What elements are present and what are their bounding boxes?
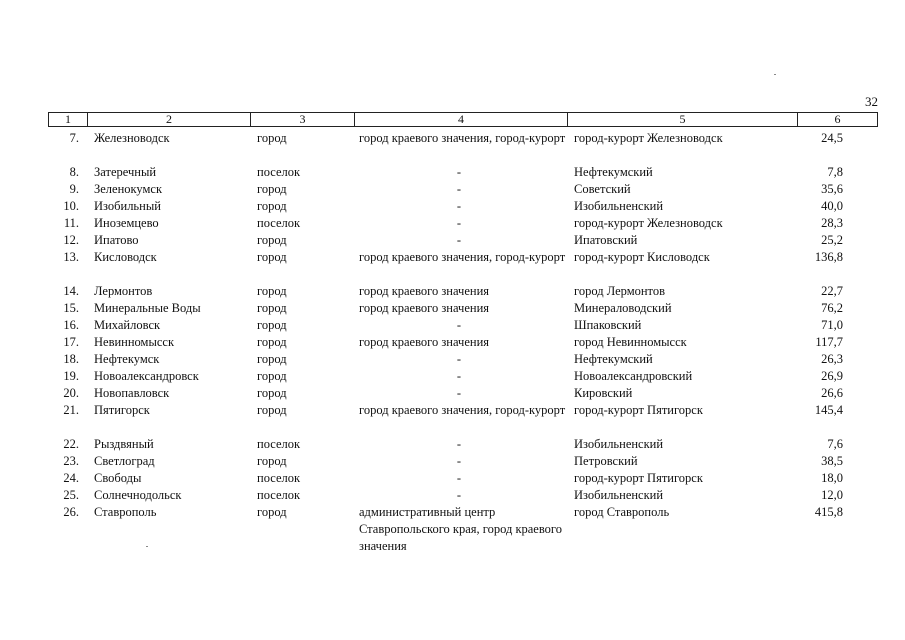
municipal-district: Изобильненский bbox=[574, 437, 664, 451]
settlement-type: город bbox=[257, 233, 287, 247]
table-row bbox=[48, 385, 878, 402]
population-value: 24,5 bbox=[821, 131, 843, 145]
row-number: 19. bbox=[63, 369, 79, 383]
settlement-name: Железноводск bbox=[94, 131, 170, 145]
settlement-name: Михайловск bbox=[94, 318, 161, 332]
municipal-district: город-курорт Пятигорск bbox=[574, 471, 703, 485]
header-col-5: 5 bbox=[568, 113, 798, 126]
settlement-status: город краевого значения bbox=[359, 301, 490, 315]
settlement-name: Лермонтов bbox=[94, 284, 153, 298]
municipal-district: город-курорт Железноводск bbox=[574, 216, 723, 230]
settlement-type: город bbox=[257, 318, 287, 332]
row-number: 20. bbox=[63, 386, 79, 400]
row-number: 21. bbox=[63, 403, 79, 417]
row-number: 14. bbox=[63, 284, 79, 298]
table-header bbox=[48, 112, 878, 127]
population-value: 18,0 bbox=[821, 471, 843, 485]
municipal-district: город Лермонтов bbox=[574, 284, 665, 298]
settlement-status: - bbox=[456, 216, 462, 230]
population-value: 76,2 bbox=[821, 301, 843, 315]
settlement-status: - bbox=[456, 471, 462, 485]
settlement-name: Ипатово bbox=[94, 233, 139, 247]
population-value: 22,7 bbox=[821, 284, 843, 298]
settlement-type: город bbox=[257, 335, 287, 349]
settlement-status: - bbox=[456, 318, 462, 332]
row-number: 17. bbox=[63, 335, 79, 349]
settlement-name: Новоалександровск bbox=[94, 369, 199, 383]
table-body bbox=[48, 130, 878, 555]
settlement-type: город bbox=[257, 301, 287, 315]
scan-speck bbox=[146, 546, 148, 547]
population-value: 7,6 bbox=[827, 437, 843, 451]
settlement-name: Рыздвяный bbox=[94, 437, 154, 451]
population-value: 12,0 bbox=[821, 488, 843, 502]
settlement-type: город bbox=[257, 403, 287, 417]
population-value: 38,5 bbox=[821, 454, 843, 468]
settlement-name: Солнечнодольск bbox=[94, 488, 182, 502]
settlement-status: город краевого значения bbox=[359, 284, 490, 298]
settlement-type: город bbox=[257, 352, 287, 366]
population-value: 415,8 bbox=[814, 505, 843, 519]
settlement-type: город bbox=[257, 199, 287, 213]
settlement-type: город bbox=[257, 386, 287, 400]
row-number: 8. bbox=[69, 165, 79, 179]
row-number: 9. bbox=[69, 182, 79, 196]
header-col-3: 3 bbox=[251, 113, 355, 126]
municipal-district: Нефтекумский bbox=[574, 352, 653, 366]
table-row bbox=[48, 453, 878, 470]
settlement-status: - bbox=[456, 352, 462, 366]
population-value: 26,3 bbox=[821, 352, 843, 366]
municipal-district: Новоалександровский bbox=[574, 369, 693, 383]
municipal-district: город-курорт Пятигорск bbox=[574, 403, 703, 417]
settlement-name: Изобильный bbox=[94, 199, 161, 213]
table-row bbox=[48, 334, 878, 351]
header-col-4: 4 bbox=[355, 113, 568, 126]
settlement-name: Кисловодск bbox=[94, 250, 157, 264]
row-number: 25. bbox=[63, 488, 79, 502]
settlement-name: Светлоград bbox=[94, 454, 155, 468]
row-number: 12. bbox=[63, 233, 79, 247]
table-row bbox=[48, 504, 878, 555]
settlement-status: административный центр Ставропольского края, город краевого значения bbox=[359, 505, 562, 553]
settlement-type: город bbox=[257, 182, 287, 196]
settlement-name: Зеленокумск bbox=[94, 182, 163, 196]
table-row bbox=[48, 181, 878, 198]
municipal-district: Ипатовский bbox=[574, 233, 638, 247]
row-number: 11. bbox=[63, 216, 79, 230]
population-value: 7,8 bbox=[827, 165, 843, 179]
municipal-district: Шпаковский bbox=[574, 318, 642, 332]
table-row bbox=[48, 436, 878, 453]
municipal-district: Петровский bbox=[574, 454, 638, 468]
table-row bbox=[48, 300, 878, 317]
population-value: 40,0 bbox=[821, 199, 843, 213]
row-number: 15. bbox=[63, 301, 79, 315]
settlement-name: Иноземцево bbox=[94, 216, 159, 230]
header-col-6: 6 bbox=[834, 112, 841, 126]
table-row bbox=[48, 283, 878, 300]
header-col-2: 2 bbox=[88, 113, 251, 126]
settlement-type: поселок bbox=[257, 471, 301, 485]
table-row bbox=[48, 487, 878, 504]
settlement-name: Пятигорск bbox=[94, 403, 150, 417]
settlement-name: Невинномысск bbox=[94, 335, 175, 349]
settlement-status: - bbox=[456, 369, 462, 383]
municipal-district: город-курорт Кисловодск bbox=[574, 250, 710, 264]
population-value: 71,0 bbox=[821, 318, 843, 332]
row-number: 10. bbox=[63, 199, 79, 213]
scan-speck bbox=[774, 74, 776, 75]
table-row bbox=[48, 215, 878, 232]
row-number: 18. bbox=[63, 352, 79, 366]
municipal-district: город Ставрополь bbox=[574, 505, 670, 519]
settlement-type: город bbox=[257, 284, 287, 298]
municipal-district: Минераловодский bbox=[574, 301, 672, 315]
settlement-type: город bbox=[257, 454, 287, 468]
row-number: 23. bbox=[63, 454, 79, 468]
table-row bbox=[48, 317, 878, 334]
settlement-name: Новопавловск bbox=[94, 386, 170, 400]
settlement-name: Ставрополь bbox=[94, 505, 157, 519]
settlement-status: - bbox=[456, 182, 462, 196]
population-value: 28,3 bbox=[821, 216, 843, 230]
settlement-type: поселок bbox=[257, 216, 301, 230]
settlement-type: город bbox=[257, 505, 287, 519]
settlement-status: - bbox=[456, 386, 462, 400]
settlement-type: поселок bbox=[257, 488, 301, 502]
settlement-status: - bbox=[456, 233, 462, 247]
municipal-district: город-курорт Железноводск bbox=[574, 131, 723, 145]
table-row bbox=[48, 351, 878, 368]
settlement-name: Минеральные Воды bbox=[94, 301, 201, 315]
municipal-district: Нефтекумский bbox=[574, 165, 653, 179]
municipal-district: Советский bbox=[574, 182, 631, 196]
settlement-type: поселок bbox=[257, 437, 301, 451]
population-value: 25,2 bbox=[821, 233, 843, 247]
table-row bbox=[48, 368, 878, 385]
row-number: 26. bbox=[63, 505, 79, 519]
settlement-status: - bbox=[456, 165, 462, 179]
settlement-type: город bbox=[257, 131, 287, 145]
municipal-district: Изобильненский bbox=[574, 199, 664, 213]
table-row bbox=[48, 164, 878, 181]
settlement-status: - bbox=[456, 454, 462, 468]
settlement-status: - bbox=[456, 437, 462, 451]
settlement-type: город bbox=[257, 369, 287, 383]
header-col-1: 1 bbox=[49, 113, 88, 126]
population-value: 26,9 bbox=[821, 369, 843, 383]
row-number: 13. bbox=[63, 250, 79, 264]
population-value: 26,6 bbox=[821, 386, 843, 400]
settlement-type: город bbox=[257, 250, 287, 264]
table-row bbox=[48, 232, 878, 249]
settlement-status: город краевого значения bbox=[359, 335, 490, 349]
population-value: 117,7 bbox=[815, 335, 843, 349]
municipal-district: город Невинномысск bbox=[574, 335, 687, 349]
row-number: 7. bbox=[69, 131, 79, 145]
table-row bbox=[48, 402, 878, 436]
table-row bbox=[48, 198, 878, 215]
table-row bbox=[48, 249, 878, 283]
table-row bbox=[48, 130, 878, 164]
settlement-name: Нефтекумск bbox=[94, 352, 160, 366]
settlement-status: город краевого значения, город-курорт bbox=[359, 403, 566, 417]
row-number: 22. bbox=[63, 437, 79, 451]
population-value: 145,4 bbox=[814, 403, 843, 417]
page-number: 32 bbox=[865, 94, 878, 109]
settlement-type: поселок bbox=[257, 165, 301, 179]
settlement-status: город краевого значения, город-курорт bbox=[359, 250, 566, 264]
row-number: 16. bbox=[63, 318, 79, 332]
settlement-name: Затеречный bbox=[94, 165, 157, 179]
population-value: 136,8 bbox=[814, 250, 843, 264]
population-value: 35,6 bbox=[821, 182, 843, 196]
row-number: 24. bbox=[63, 471, 79, 485]
settlement-status: город краевого значения, город-курорт bbox=[359, 131, 566, 145]
municipal-district: Кировский bbox=[574, 386, 633, 400]
settlement-name: Свободы bbox=[94, 471, 142, 485]
municipal-district: Изобильненский bbox=[574, 488, 664, 502]
settlement-status: - bbox=[456, 199, 462, 213]
table-row bbox=[48, 470, 878, 487]
settlement-status: - bbox=[456, 488, 462, 502]
